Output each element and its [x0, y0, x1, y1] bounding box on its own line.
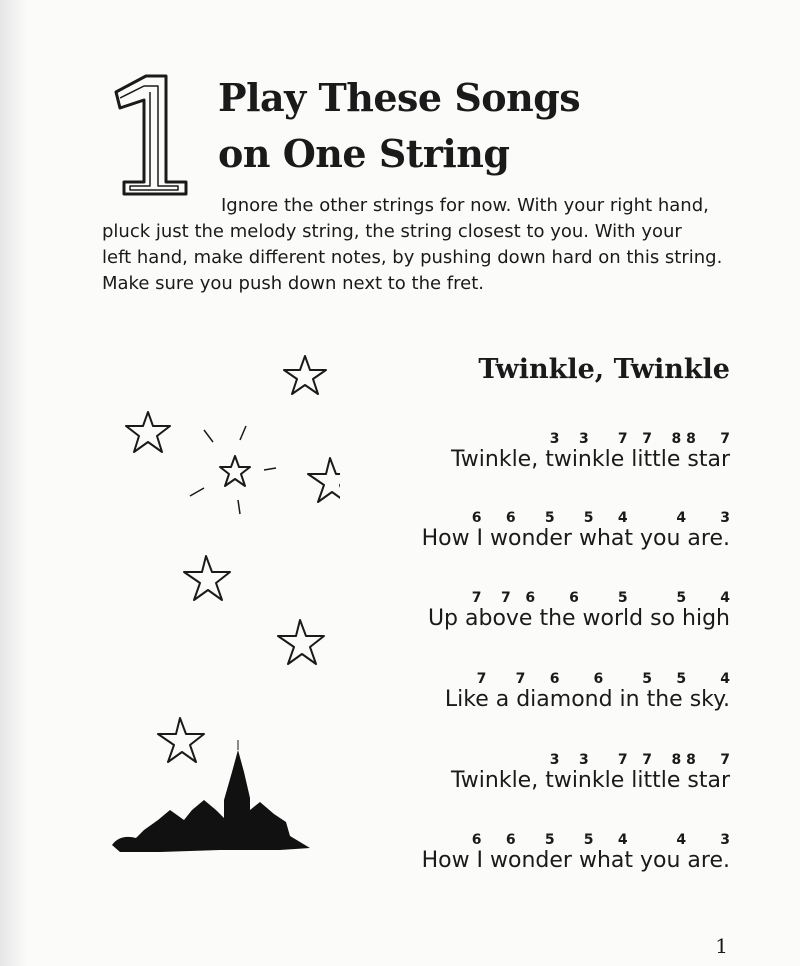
star-icon: [284, 356, 326, 394]
song-title: Twinkle, Twinkle: [478, 354, 730, 385]
star-icon: [220, 456, 250, 486]
intro-line-4: Make sure you push down next to the fret.: [102, 273, 484, 294]
lyric-line-2: How I wonder what you are.: [421, 526, 730, 551]
star-icon: [278, 620, 324, 664]
night-sky-illustration: [100, 340, 340, 880]
note-numbers-line-3: 7 7 6 6 5 5 4: [471, 590, 730, 606]
chapter-numeral-one-outline: [108, 70, 198, 200]
title-line-2: on One String: [218, 131, 510, 176]
star-icon: [308, 458, 340, 502]
page-number: 1: [715, 934, 728, 958]
intro-paragraph-first-line: Ignore the other strings for now. With your right hand,: [221, 195, 709, 216]
title-line-1: Play These Songs: [218, 75, 581, 120]
lyric-line-5: Twinkle, twinkle little star: [450, 768, 730, 793]
page-title: [218, 70, 580, 182]
star-icon: [126, 412, 170, 452]
note-numbers-line-4: 7 7 6 6 5 5 4: [476, 671, 730, 687]
intro-paragraph: [102, 219, 736, 297]
note-numbers-line-5: 3 3 7 7 8 8 7: [549, 752, 730, 768]
star-icon: [184, 556, 230, 600]
page-edge-shadow: [0, 0, 28, 966]
twinkle-rays: [190, 426, 276, 514]
note-numbers-line-6: 6 6 5 5 4 4 3: [471, 832, 730, 848]
intro-line-2: pluck just the melody string, the string closest to you. With your: [102, 221, 682, 242]
lyric-line-6: How I wonder what you are.: [421, 848, 730, 873]
village-silhouette-icon: [112, 750, 310, 852]
intro-line-3: left hand, make different notes, by pushing down hard on this string.: [102, 247, 723, 268]
lyric-line-3: Up above the world so high: [427, 606, 730, 631]
lyric-line-4: Like a diamond in the sky.: [444, 687, 730, 712]
lyric-line-1: Twinkle, twinkle little star: [450, 447, 730, 472]
note-numbers-line-1: 3 3 7 7 8 8 7: [549, 431, 730, 447]
note-numbers-line-2: 6 6 5 5 4 4 3: [471, 510, 730, 526]
star-icon: [158, 718, 204, 762]
